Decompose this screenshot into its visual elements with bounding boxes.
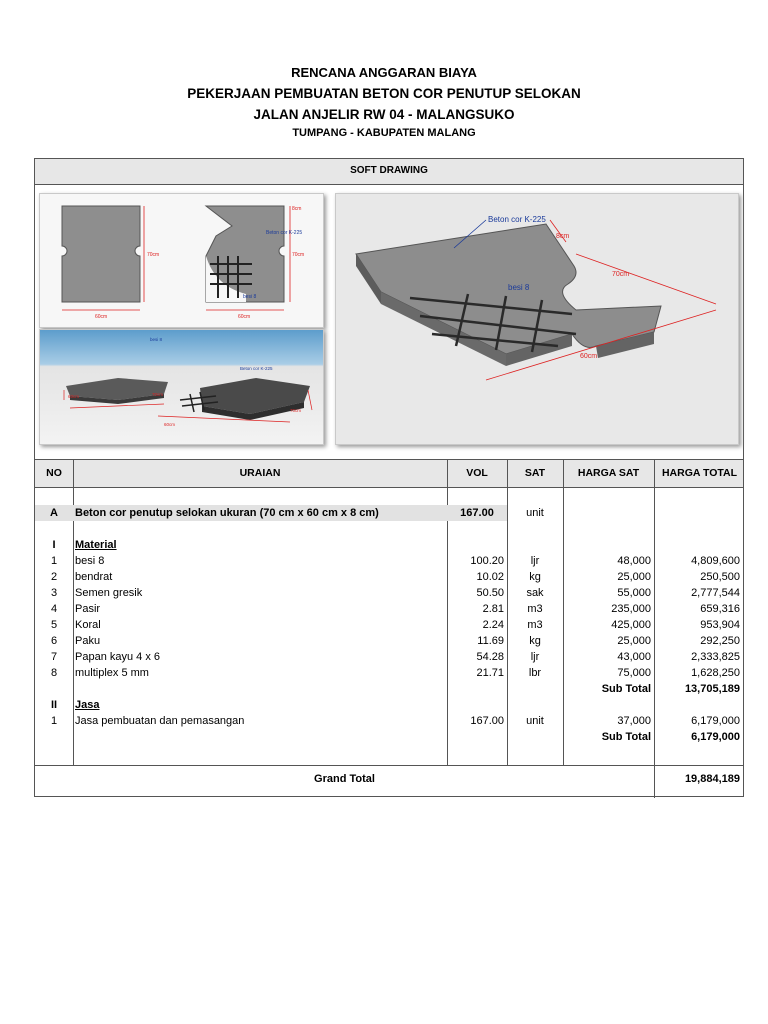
jasa-subtotal-value: 6,179,000 [691, 731, 740, 743]
cell-uraian: Jasa pembuatan dan pemasangan [75, 715, 245, 727]
cell-uraian: Semen gresik [75, 587, 143, 599]
cell-vol: 50.50 [476, 587, 504, 599]
cell-no: 5 [50, 619, 58, 631]
dim-60cm-overview-2: 60cm [164, 422, 176, 427]
cell-harga-total: 659,316 [700, 603, 740, 615]
header-harga-sat: HARGA SAT [577, 467, 640, 479]
label-besi-overview: besi 8 [150, 337, 163, 342]
cell-sat: kg [529, 571, 541, 583]
section-jasa-no: II [50, 699, 58, 711]
cell-uraian: multiplex 5 mm [75, 667, 149, 679]
cell-sat: lbr [528, 667, 542, 679]
label-besi-large: besi 8 [508, 283, 530, 292]
cell-harga-sat: 55,000 [617, 587, 651, 599]
summary-vol: 167.00 [460, 507, 494, 519]
dim-8cm-large: 8cm [556, 233, 570, 240]
table-header-row [35, 459, 743, 488]
cell-no: 7 [50, 651, 58, 663]
cell-sat: m3 [527, 603, 543, 615]
label-beton-overview: Beton cor K-225 [240, 366, 273, 371]
jasa-subtotal-label: Sub Total [601, 731, 651, 743]
cell-no: 1 [50, 715, 58, 727]
label-beton-large: Beton cor K-225 [488, 215, 546, 224]
summary-sat: unit [526, 507, 544, 519]
cell-harga-sat: 75,000 [617, 667, 651, 679]
cell-vol: 100.20 [470, 555, 504, 567]
section-jasa-title: Jasa [75, 699, 100, 711]
cell-harga-sat: 37,000 [617, 715, 651, 727]
material-subtotal-label: Sub Total [601, 683, 651, 695]
cell-harga-total: 250,500 [700, 571, 740, 583]
perspective-render-drawing [335, 193, 739, 445]
dim-60cm-left: 60cm [95, 314, 108, 320]
cell-harga-total: 6,179,000 [691, 715, 740, 727]
dim-70cm-overview: 70cm [152, 392, 164, 397]
dim-70cm-left: 70cm [147, 252, 160, 258]
cell-sat: kg [529, 635, 541, 647]
cell-harga-sat: 48,000 [617, 555, 651, 567]
cell-sat: unit [526, 715, 544, 727]
grand-total-value: 19,884,189 [684, 773, 740, 785]
cell-vol: 2.24 [482, 619, 504, 631]
cell-no: 8 [50, 667, 58, 679]
document-header [0, 63, 768, 141]
plan-view-drawing [39, 193, 324, 328]
cell-harga-sat: 235,000 [611, 603, 651, 615]
cell-uraian: bendrat [75, 571, 113, 583]
dim-60cm-overview: 60cm [68, 394, 80, 399]
dim-70cm-large: 70cm [612, 271, 630, 278]
header-vol: VOL [466, 467, 488, 479]
cell-harga-sat: 425,000 [611, 619, 651, 631]
dim-60cm-large: 60cm [580, 353, 598, 360]
header-no: NO [46, 467, 62, 479]
cell-uraian: Paku [75, 635, 101, 647]
cell-no: 4 [50, 603, 58, 615]
rab-sheet [34, 158, 744, 797]
title-line-2: PEKERJAAN PEMBUATAN BETON COR PENUTUP SELOKAN [187, 86, 581, 101]
dim-70cm-right: 70cm [292, 252, 305, 258]
cell-uraian: Papan kayu 4 x 6 [75, 651, 161, 663]
cell-vol: 167.00 [470, 715, 504, 727]
cell-uraian: besi 8 [75, 555, 105, 567]
header-uraian: URAIAN [239, 467, 281, 479]
cell-harga-sat: 43,000 [617, 651, 651, 663]
cell-uraian: Pasir [75, 603, 101, 615]
cell-harga-total: 953,904 [700, 619, 740, 631]
dim-70cm-overview-2: 70cm [290, 408, 302, 413]
cell-no: 2 [50, 571, 58, 583]
header-harga-total: HARGA TOTAL [661, 467, 738, 479]
soft-drawing-header: SOFT DRAWING [35, 159, 743, 185]
cell-uraian: Koral [75, 619, 101, 631]
cell-harga-total: 2,777,544 [691, 587, 740, 599]
cell-no: 3 [50, 587, 58, 599]
dim-60cm-right: 60cm [238, 314, 251, 320]
material-subtotal-value: 13,705,189 [684, 683, 740, 695]
header-sat: SAT [524, 467, 546, 479]
cell-sat: sak [526, 587, 544, 599]
cell-vol: 21.71 [476, 667, 504, 679]
title-line-1: RENCANA ANGGARAN BIAYA [291, 65, 477, 80]
cell-sat: ljr [530, 555, 540, 567]
cell-harga-sat: 25,000 [617, 635, 651, 647]
summary-no: A [50, 507, 58, 519]
cell-harga-total: 2,333,825 [691, 651, 740, 663]
cell-vol: 2.81 [482, 603, 504, 615]
cell-sat: ljr [530, 651, 540, 663]
summary-uraian: Beton cor penutup selokan ukuran (70 cm x 60 cm x 8 cm) [75, 507, 379, 519]
title-line-4: TUMPANG - KABUPATEN MALANG [292, 127, 476, 139]
cell-vol: 54.28 [476, 651, 504, 663]
title-line-3: JALAN ANJELIR RW 04 - MALANGSUKO [253, 107, 515, 122]
label-besi-small: besi 8 [243, 294, 257, 300]
section-material-title: Material [75, 539, 117, 551]
overview-render-drawing [39, 329, 324, 445]
section-material-no: I [52, 539, 56, 551]
cell-vol: 11.69 [477, 635, 504, 647]
cell-vol: 10.02 [476, 571, 504, 583]
cell-sat: m3 [527, 619, 543, 631]
cell-harga-total: 4,809,600 [691, 555, 740, 567]
cell-no: 1 [50, 555, 58, 567]
cell-harga-total: 292,250 [700, 635, 740, 647]
dim-8cm-top: 8cm [292, 206, 302, 212]
label-beton-small: Beton cor K-225 [266, 230, 303, 236]
cell-harga-sat: 25,000 [617, 571, 651, 583]
cell-harga-total: 1,628,250 [691, 667, 740, 679]
grand-total-divider [35, 765, 743, 766]
cell-no: 6 [50, 635, 58, 647]
grand-total-label: Grand Total [314, 773, 375, 785]
